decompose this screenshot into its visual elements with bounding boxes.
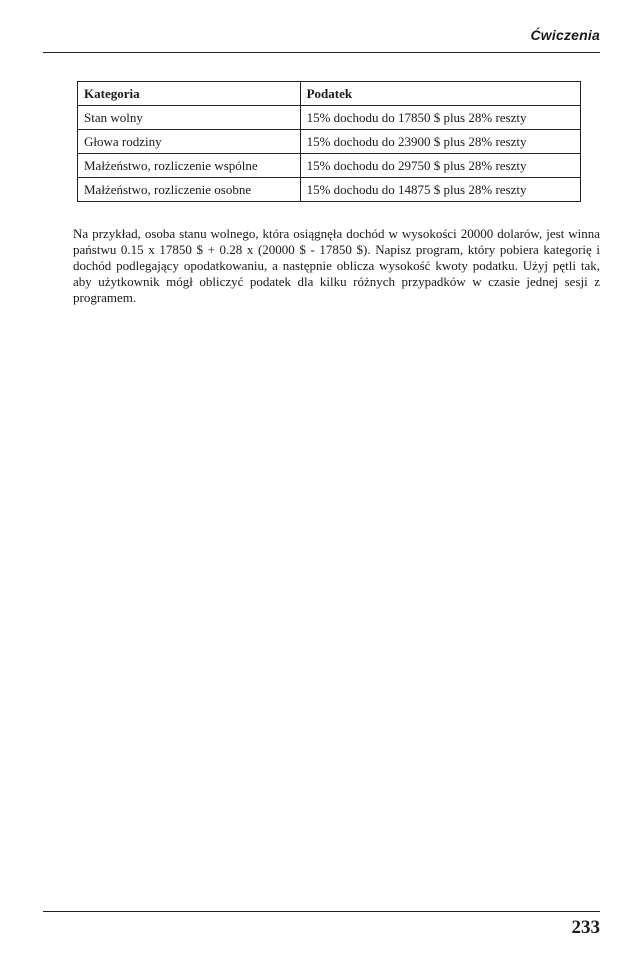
category-cell: Głowa rodziny bbox=[78, 130, 301, 154]
table-header-row bbox=[78, 82, 581, 106]
header-rule bbox=[43, 52, 600, 53]
tax-cell: 15% dochodu do 23900 $ plus 28% reszty bbox=[300, 130, 580, 154]
tax-table bbox=[77, 81, 581, 202]
table-row bbox=[78, 130, 581, 154]
category-cell: Stan wolny bbox=[78, 106, 301, 130]
column-header-tax: Podatek bbox=[300, 82, 580, 106]
column-header-category: Kategoria bbox=[78, 82, 301, 106]
table-row bbox=[78, 106, 581, 130]
table-row bbox=[78, 154, 581, 178]
page-number: 233 bbox=[571, 917, 600, 938]
tax-cell: 15% dochodu do 29750 $ plus 28% reszty bbox=[300, 154, 580, 178]
tax-cell: 15% dochodu do 14875 $ plus 28% reszty bbox=[300, 178, 580, 202]
tax-cell: 15% dochodu do 17850 $ plus 28% reszty bbox=[300, 106, 580, 130]
exercise-paragraph: Na przykład, osoba stanu wolnego, która osiągnęła dochód w wysokości 20000 dolarów, jest winna państwu 0.15 x 17850 $ + 0.28 x (20000 $ - 17850 $). Napisz program, który pobiera kategorię i dochód podlegający opodatkowaniu, a następnie oblicza wysokość kwoty podatku. Użyj pętli tak, aby użytkownik mógł obliczyć podatek dla kilku różnych przypadków w czasie jednej sesji z programem. bbox=[73, 226, 600, 305]
category-cell: Małżeństwo, rozliczenie wspólne bbox=[78, 154, 301, 178]
table-row bbox=[78, 178, 581, 202]
running-header: Ćwiczenia bbox=[530, 27, 600, 43]
footer-rule bbox=[43, 911, 600, 912]
category-cell: Małżeństwo, rozliczenie osobne bbox=[78, 178, 301, 202]
